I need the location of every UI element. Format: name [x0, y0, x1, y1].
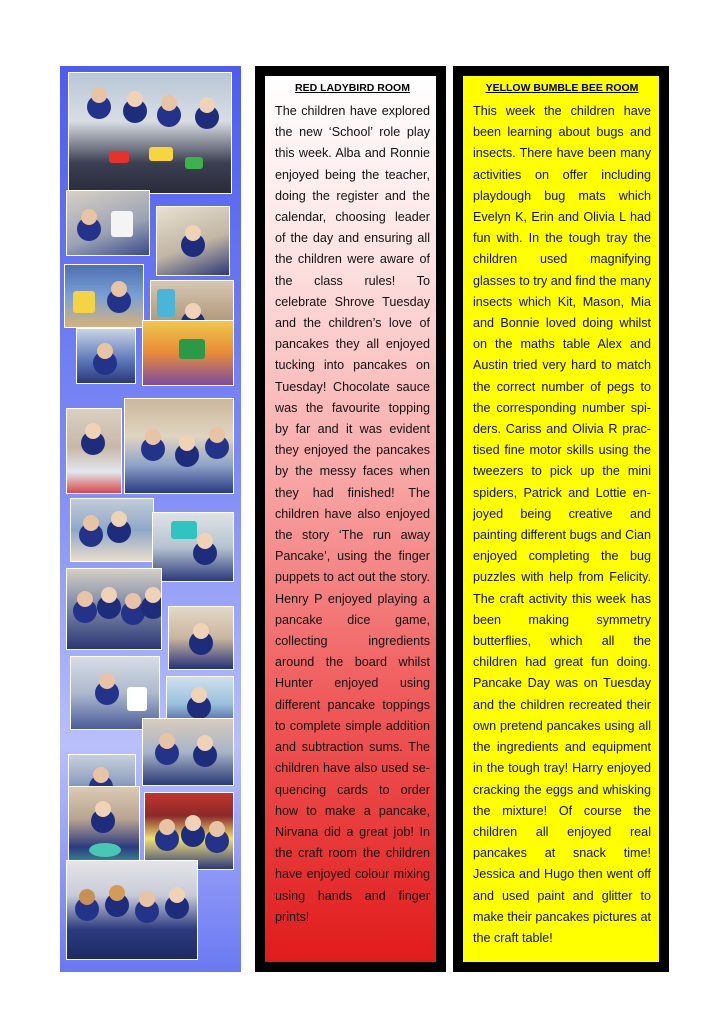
photo-role-play-table	[68, 72, 232, 194]
red-ladybird-room-heading: RED LADYBIRD ROOM	[295, 82, 410, 94]
red-ladybird-room-text: The children have explored the new ‘School’ role play this week. Alba and Ronnie enjoyed being the teacher, doing the register and the calendar, choosing leader of the day and ensuring all the children were aware of the class rules! To celebrate Shrove Tuesday and the children’s love of pancakes they all enjoyed tucking into pancakes on Tuesday! Chocolate sauce was the favourite topping by far and it was evident they enjoyed the pancakes by the messy faces when they had finished! The children have also enjoyed the story ‘The run away Pancake’, using the finger puppets to act out the story. Henry P enjoyed playing a pancake dice game, collecting ingredients around the board whilst Hunter enjoyed using different pancake toppings to complete simple addition and subtraction sums. The children have also used sequencing cards to order how to make a pancake, Nirvana did a great job! In the craft room the children have enjoyed colour mixing using hands and finger prints!	[275, 104, 430, 924]
red-ladybird-room-content	[265, 76, 436, 962]
photo-register	[66, 190, 150, 256]
photo-group-table	[66, 568, 162, 650]
yellow-bumble-bee-room-text: This week the children have been learning about bugs and insects. There have been many activities on offer including playdough bug mats which Evelyn K, Erin and Olivia L had fun with. In the tough tray the children used magnifying glasses to try and find the many insects which Kit, Mason, Mia and Bonnie loved doing whilst on the maths table Alex and Austin tried very hard to match the correct number of pegs to the corresponding number spiders. Cariss and Olivia R practised fine motor skills using the tweezers to pick up the mini spiders, Patrick and Lottie enjoyed being creative and painting different bugs and Cian enjoyed completing the bug puzzles with help from Felicity. The craft activity this week has been making symmetry butterflies, which all the children had great fun doing. Pancake Day was on Tuesday and the children recreated their own pretend pancakes using all the ingredients and equipment in the tough tray! Harry enjoyed cracking the eggs and whisking the mixture! Of course the children all enjoyed real pancakes at snack time! Jessica and Hugo then went off and used paint and glitter to make their pancakes pictures at the craft table!	[473, 104, 651, 945]
photo-classroom	[124, 398, 234, 494]
photo-eating	[68, 786, 140, 868]
photo-story-group	[70, 498, 154, 562]
photo-masks	[66, 860, 198, 960]
yellow-bumble-bee-room-heading: YELLOW BUMBLE BEE ROOM	[485, 82, 639, 94]
photo-child-smile	[168, 606, 234, 670]
yellow-bumble-bee-room-content	[463, 76, 659, 962]
photo-screen	[152, 512, 234, 582]
yellow-bumble-bee-room-panel	[453, 66, 669, 972]
photo-tray	[142, 718, 234, 786]
photo-calendar	[64, 264, 144, 328]
photo-pancake-craft	[76, 328, 136, 384]
photo-butterflies	[144, 792, 234, 870]
red-ladybird-room-panel	[255, 66, 446, 972]
photo-pancakes-plate	[66, 408, 122, 494]
photo-teacher	[156, 206, 230, 276]
photo-collage-strip	[60, 66, 241, 972]
photo-class-board	[142, 320, 234, 386]
